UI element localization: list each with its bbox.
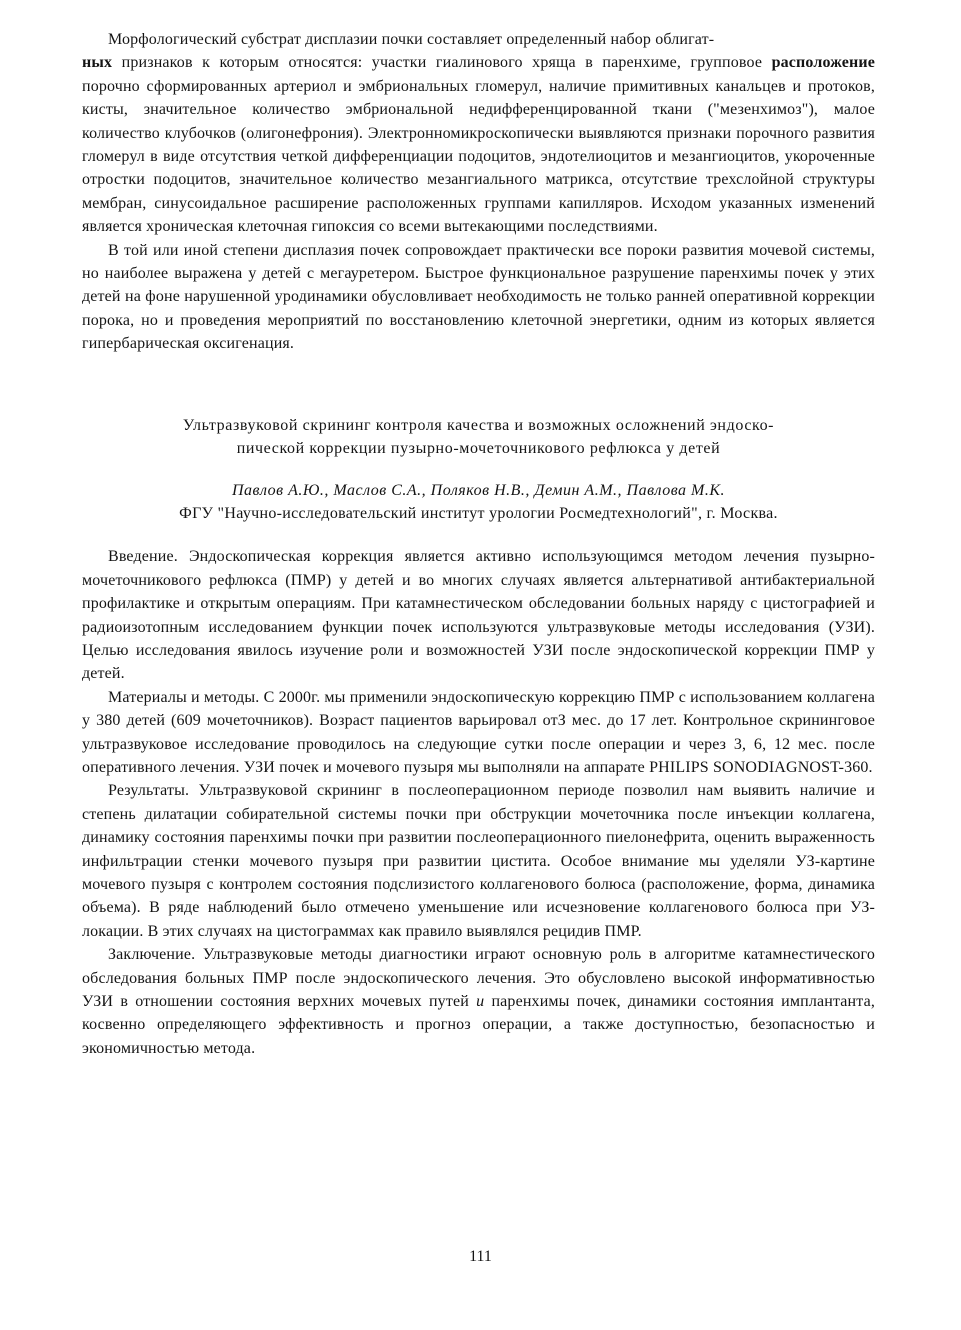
article-institution: ФГУ "Научно-исследовательский институт урологии Росмедтехнологий", г. Москва. [179,504,778,522]
page-number: 111 [469,1248,492,1265]
paragraph-methods: Материалы и методы. С 2000г. мы применили эндоскопическую коррекцию ПМР с использованием коллагена у 380 детей (609 мочеточников). Возраст пациентов варьировал отЗ мес. до 17 лет. Контрольное скрининговое ультразвуковое исследование проводилось на следующие сутки после операции и через 3, 6, 12 мес. после оперативного лечения. УЗИ почек и мочевого пузыря мы выполняли на аппарате PHILIPS SONODIAGNOST-360. [82,688,875,776]
page-body [82,28,875,1060]
paragraph-results: Результаты. Ультразвуковой скрининг в послеоперационном периоде позволил нам выявить наличие и степень дилатации собирательной системы почки при обструкции мочеточника после инъекции коллагена, динамику состояния паренхимы почки при развитии послеоперационного пиелонефрита, оценить выраженность инфильтрации стенки мочевого пузыря при развитии цистита. Особое внимание мы уделяли УЗ-картине мочевого пузыря с контролем состояния подслизистого коллагенового болюса (расположение, форма, динамика объема). В ряде наблюдений было отмечено уменьшение или исчезновение коллагенового болюса при УЗ-локации. В этих случаях на цистограммах как правило выявлялся рецидив ПМР. [82,782,875,940]
paragraph-introduction: Введение. Эндоскопическая коррекция является активно использующимся методом лечения пузырно-мочеточникового рефлюкса (ПМР) у детей и во многих случаях является альтернативой антибактериальной профилактике и открытым операциям. При катамнестическом обследовании больных наряду с цистографией и радиоизотопным исследованием функции почек используются ультразвуковые методы исследования (УЗИ). Целью исследования явилось изучение роли и возможностей УЗИ после эндоскопической коррекции ПМР у детей. [82,548,875,683]
article-title: Ультразвуковой скрининг контроля качества и возможных осложнений эндоско- пической коррекции пузырно-мочеточникового рефлюкса у детей [182,416,775,458]
paragraph-dysplasia-substrate: Морфологический субстрат дисплазии почки составляет определенный набор облигат- ных признаков к которым относятся: участки гиалинового хряща в паренхиме, групповое расположение порочно сформированных артериол и эмбриональных гломерул, наличие примитивных канальцев и протоков, кисты, значительное количество эмбриональной недифференцированной ткани ("мезенхимоз"), малое количество клубочков (олигонефрония). Электронномикроскопически выявляются признаки порочного развития гломерул в виде отсутствия четкой дифференциации подоцитов, эндотелиоцитов и мезангиоцитов, укороченные отростки подоцитов, значительное количество мезангиального матрикса, отсутствие трехслойной структуры мембран, синусоидальное расширение расположенных группами капилляров. Исходом указанных изменений является хроническая клеточная гипоксия со всеми вытекающими последствиями. [82,31,875,236]
paragraph-conclusion: Заключение. Ультразвуковые методы диагностики играют основную роль в алгоритме катамнестического обследования больных ПМР после эндоскопического лечения. Это обусловлено высокой информативностью УЗИ в отношении состояния верхних мочевых путей и паренхимы почек, динамики состояния имплантанта, косвенно определяющего эффективность и прогноз операции, а также доступностью, безопасностью и экономичностью метода. [82,946,875,1057]
paragraph-dysplasia-megaureter: В той или иной степени дисплазия почек сопровождает практически все пороки развития мочевой системы, но наиболее выражена у детей с мегауретером. Быстрое функциональное разрушение паренхимы почек у этих детей на фоне нарушенной уродинамики обусловливает необходимость не только ранней оперативной коррекции порока, но и проведения мероприятий по восстановлению клеточной энергетики, одним из которых является гипербарическая оксигенация. [82,241,875,353]
article-authors: Павлов А.Ю., Маслов С.А., Поляков Н.В., Демин А.М., Павлова М.К. [232,481,725,499]
